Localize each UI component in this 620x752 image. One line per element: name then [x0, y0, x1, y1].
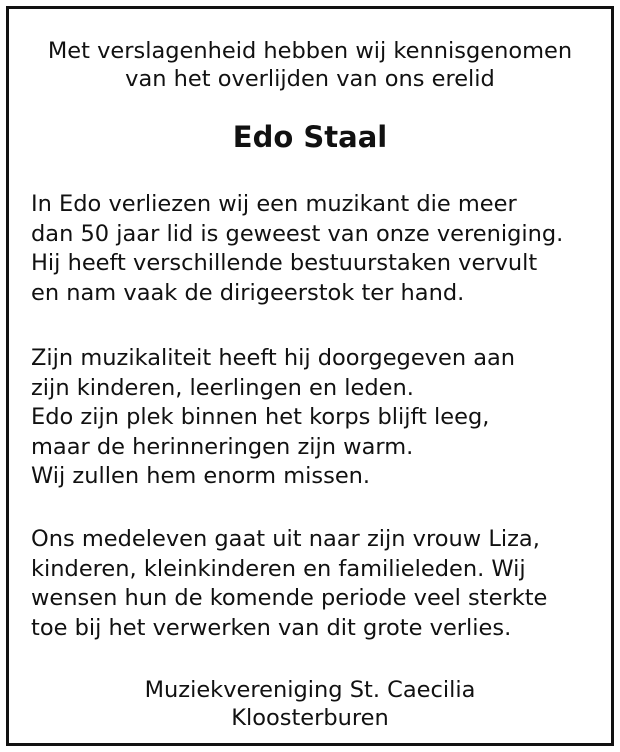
signature-organization: Muziekvereniging St. Caecilia: [144, 677, 476, 703]
paragraph-musicality: [31, 344, 601, 492]
text-line: toe bij het verwerken van dit grote verlies.: [31, 614, 512, 641]
signature: [9, 676, 611, 732]
intro-line: Met verslagenheid hebben wij kennisgenomen: [47, 38, 573, 64]
text-line: maar de herinneringen zijn warm.: [31, 433, 414, 460]
intro-text: [9, 37, 611, 93]
text-line: Hij heeft verschillende bestuurstaken vervult: [31, 250, 538, 276]
text-line: Wij zullen hem enorm missen.: [31, 463, 371, 489]
text-line: en nam vaak de dirigeerstok ter hand.: [31, 279, 465, 306]
text-line: In Edo verliezen wij een muzikant die meer: [31, 191, 517, 217]
paragraph-condolences: [31, 525, 601, 643]
text-line: zijn kinderen, leerlingen en leden.: [31, 374, 414, 401]
text-line: Zijn muzikaliteit heeft hij doorgegeven aan: [31, 345, 516, 371]
text-line: Ons medeleven gaat uit naar zijn vrouw Liza,: [31, 526, 540, 552]
text-line: wensen hun de komende periode veel sterkte: [31, 585, 548, 611]
signature-location: Kloosterburen: [231, 705, 389, 731]
text-line: Edo zijn plek binnen het korps blijft leeg,: [31, 404, 490, 430]
text-line: kinderen, kleinkinderen en familieleden. Wij: [31, 555, 526, 582]
deceased-name: Edo Staal: [232, 120, 388, 154]
intro-line: van het overlijden van ons erelid: [125, 66, 495, 92]
paragraph-tribute: [31, 190, 601, 308]
obituary-notice: [6, 6, 614, 746]
text-line: dan 50 jaar lid is geweest van onze vereniging.: [31, 220, 564, 247]
